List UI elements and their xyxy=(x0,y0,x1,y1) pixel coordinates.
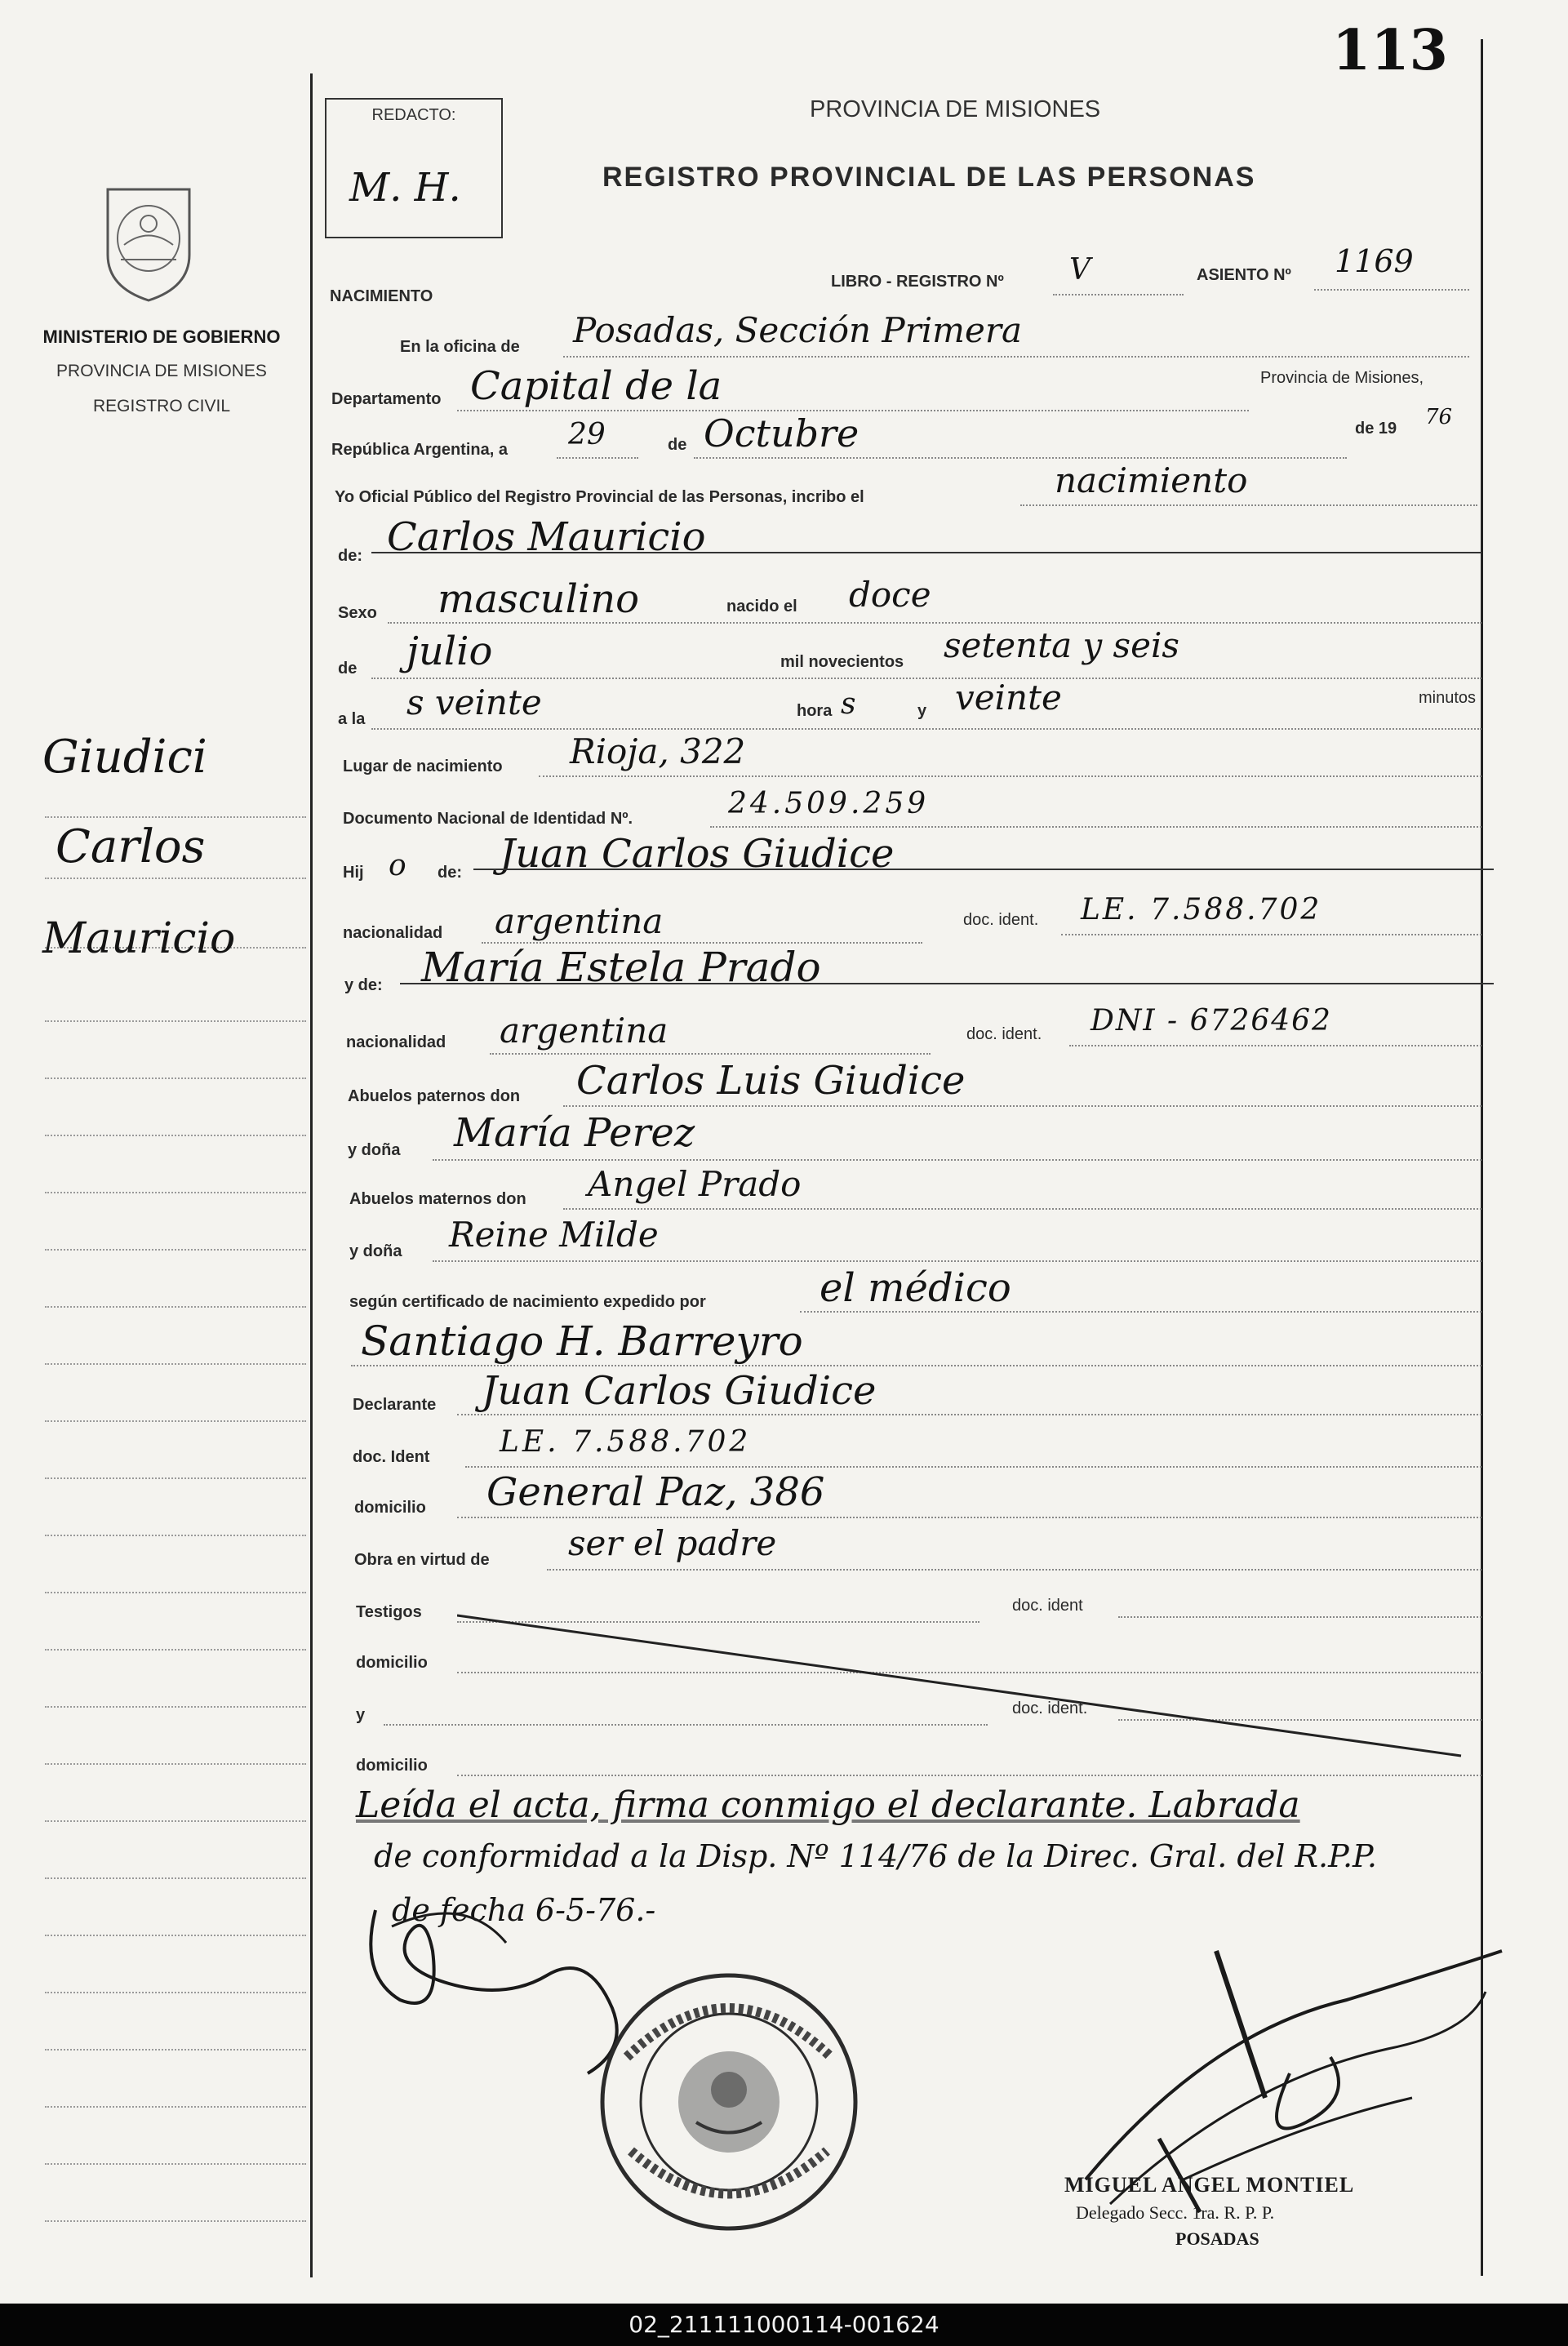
nac-padre-value: argentina xyxy=(495,901,664,941)
docident-declarante-label: doc. Ident xyxy=(353,1448,430,1466)
ministry-registry: REGISTRO CIVIL xyxy=(92,397,231,415)
domicilio-value: General Paz, 386 xyxy=(486,1469,825,1515)
redacto-box xyxy=(325,98,503,238)
padre-value: Juan Carlos Giudice xyxy=(500,831,895,877)
page-number: 113 xyxy=(1332,18,1448,83)
ministry-title: MINISTERIO DE GOBIERNO xyxy=(42,327,281,347)
header-title: REGISTRO PROVINCIAL DE LAS PERSONAS xyxy=(602,162,1256,193)
nacido-label: nacido el xyxy=(726,598,797,615)
redacto-label: REDACTO: xyxy=(371,106,456,124)
mil-label: mil novecientos xyxy=(780,653,904,671)
header-province: PROVINCIA DE MISIONES xyxy=(810,96,1101,122)
provincia-label: Provincia de Misiones, xyxy=(1260,369,1424,387)
medico-value: Santiago H. Barreyro xyxy=(361,1317,803,1365)
abuelo-materno-value: Angel Prado xyxy=(588,1164,802,1204)
segun-value: el médico xyxy=(820,1265,1011,1311)
doc-madre-value: DNI - 6726462 xyxy=(1090,1004,1332,1037)
minutos-value: veinte xyxy=(955,678,1062,718)
departamento-value: Capital de la xyxy=(470,363,722,409)
ministry-province: PROVINCIA DE MISIONES xyxy=(56,362,267,380)
abuelo-paterno-value: Carlos Luis Giudice xyxy=(576,1058,966,1104)
oficial-value: nacimiento xyxy=(1055,460,1248,500)
anio-value: 76 xyxy=(1425,405,1453,429)
nombre-value: Carlos Mauricio xyxy=(387,514,706,560)
abuela-paterna-value: María Perez xyxy=(454,1110,695,1156)
docident-madre-label: doc. ident. xyxy=(966,1025,1042,1043)
madre-value: María Estela Prado xyxy=(421,944,821,991)
oficina-label: En la oficina de xyxy=(400,338,520,356)
domicilio-label: domicilio xyxy=(354,1499,426,1517)
doc-declarante-value: LE. 7.588.702 xyxy=(500,1425,752,1459)
mes-value: Octubre xyxy=(704,411,860,455)
scan-code-footer: 02_211111000114-001624 xyxy=(0,2304,1568,2346)
officer-name: MIGUEL ANGEL MONTIEL xyxy=(1064,2173,1355,2197)
hijo-label: Hij xyxy=(343,864,364,882)
closing-line-3: de fecha 6-5-76.- xyxy=(392,1892,656,1928)
hijo-de-label: de: xyxy=(438,864,462,882)
nac-madre-value: argentina xyxy=(500,1011,669,1051)
nacionalidad-madre-label: nacionalidad xyxy=(346,1033,446,1051)
horas-s: s xyxy=(841,687,856,721)
nacionalidad-padre-label: nacionalidad xyxy=(343,924,443,942)
nacido-value: doce xyxy=(849,575,931,615)
de-mes-label: de xyxy=(338,660,358,678)
mes-nac-value: julio xyxy=(406,629,493,674)
domicilio-testigo2-label: domicilio xyxy=(356,1757,428,1775)
libro-label: LIBRO - REGISTRO Nº xyxy=(831,273,1004,291)
docident-padre-label: doc. ident. xyxy=(963,911,1039,929)
asiento-label: ASIENTO Nº xyxy=(1197,266,1291,284)
officer-role: Delegado Secc. 1ra. R. P. P. xyxy=(1076,2202,1275,2223)
hora-value: s veinte xyxy=(406,682,542,722)
y-testigo-label: y xyxy=(356,1706,366,1724)
dni-label: Documento Nacional de Identidad Nº. xyxy=(343,810,633,828)
abuela-materna-value: Reine Milde xyxy=(449,1215,659,1255)
abuelos-paternos-label: Abuelos paternos don xyxy=(348,1087,521,1105)
doc-padre-value: LE. 7.588.702 xyxy=(1081,893,1322,926)
y-label: y xyxy=(917,702,927,720)
republica-label: República Argentina, a xyxy=(331,441,508,459)
officer-city: POSADAS xyxy=(1175,2228,1259,2249)
closing-line-2: de conformidad a la Disp. Nº 114/76 de la Direc. Gral. del R.P.P. xyxy=(374,1838,1378,1874)
margin-surname: Giudici xyxy=(42,731,207,784)
margin-middle-name: Mauricio xyxy=(42,914,236,963)
left-border-line xyxy=(310,73,313,2277)
anio-label: de 19 xyxy=(1355,420,1397,438)
segun-label: según certificado de nacimiento expedido por xyxy=(349,1293,706,1311)
declarante-value: Juan Carlos Giudice xyxy=(482,1368,877,1414)
nacimiento-label: NACIMIENTO xyxy=(330,287,433,305)
horas-label: hora xyxy=(797,702,833,720)
coat-of-arms-emblem xyxy=(96,181,201,304)
witness-cancel-stroke xyxy=(457,1612,1469,1759)
hijo-o: o xyxy=(389,849,406,882)
sexo-value: masculino xyxy=(438,576,640,622)
obra-label: Obra en virtud de xyxy=(354,1551,490,1569)
oficial-label: Yo Oficial Público del Registro Provincial de las Personas, incribo el xyxy=(335,488,864,506)
asiento-value: 1169 xyxy=(1335,243,1414,279)
departamento-label: Departamento xyxy=(331,390,442,408)
dni-value: 24.509.259 xyxy=(728,787,930,820)
ala-label: a la xyxy=(338,710,366,728)
official-stamp xyxy=(594,1967,864,2237)
docident-testigo-label: doc. ident xyxy=(1012,1597,1083,1615)
yde-label: y de: xyxy=(344,976,383,994)
libro-value: V xyxy=(1069,253,1090,287)
de-nombre-label: de: xyxy=(338,547,362,565)
domicilio-testigo-label: domicilio xyxy=(356,1654,428,1672)
declarante-label: Declarante xyxy=(353,1396,437,1414)
margin-first-name: Carlos xyxy=(56,820,206,873)
testigos-label: Testigos xyxy=(356,1603,422,1621)
dia-value: 29 xyxy=(568,418,606,451)
redacto-initials: M. H. xyxy=(349,165,461,211)
anio-nac-value: setenta y seis xyxy=(944,625,1179,665)
oficina-value: Posadas, Sección Primera xyxy=(573,310,1022,350)
docident-testigo2-label: doc. ident. xyxy=(1012,1700,1088,1717)
lugar-value: Rioja, 322 xyxy=(570,731,746,771)
ydona-materna-label: y doña xyxy=(349,1242,402,1260)
abuelos-maternos-label: Abuelos maternos don xyxy=(349,1190,526,1208)
lugar-label: Lugar de nacimiento xyxy=(343,758,503,775)
obra-value: ser el padre xyxy=(568,1523,777,1563)
minutos-label: minutos xyxy=(1419,689,1477,707)
sexo-label: Sexo xyxy=(338,604,377,622)
de-label: de xyxy=(668,436,687,454)
closing-line-1: Leída el acta, firma conmigo el declarante. Labrada xyxy=(356,1784,1300,1826)
ydona-paterna-label: y doña xyxy=(348,1141,401,1159)
